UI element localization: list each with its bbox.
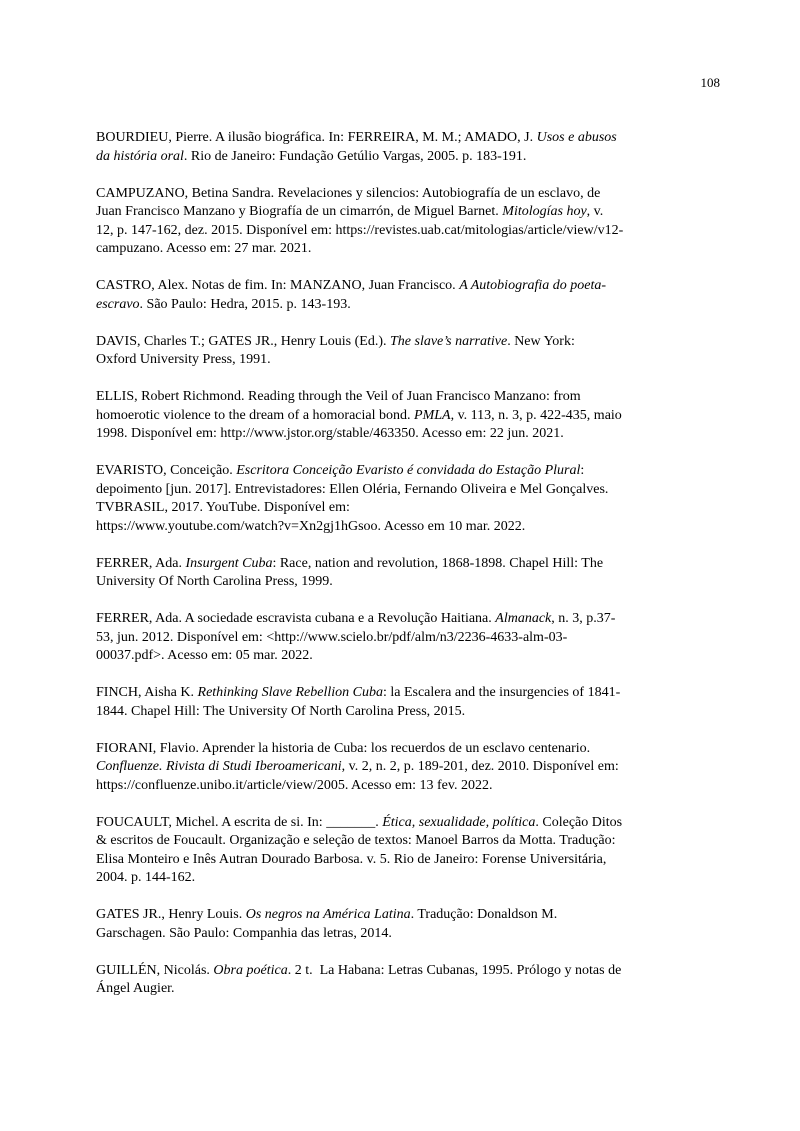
reference-text: depoimento [jun. 2017]. Entrevistadores: Ellen Oléria, Fernando Oliveira e Mel Gonçalves.	[96, 481, 609, 497]
reference-text: . Rio de Janeiro: Fundação Getúlio Vargas, 2005. p. 183-191.	[183, 148, 527, 164]
reference-line	[96, 684, 740, 703]
reference-text: Elisa Monteiro e Inês Autran Dourado Barbosa. v. 5. Rio de Janeiro: Forense Universitária,	[96, 851, 607, 867]
reference-text: 53, jun. 2012. Disponível em: <http://www.scielo.br/pdf/alm/n3/2236-4633-alm-03-	[96, 629, 568, 645]
reference-text: , v.	[586, 204, 604, 219]
page-number: 108	[700, 75, 720, 90]
reference-line	[96, 980, 740, 999]
reference-text: 12, p. 147-162, dez. 2015. Disponível em: https://revistes.uab.cat/mitologias/article/view/v12-	[96, 222, 624, 238]
reference-title-italic: Usos e abusos	[536, 130, 617, 145]
reference-line	[96, 129, 740, 148]
reference-line	[96, 629, 740, 648]
reference-text: GUILLÉN, Nicolás.	[96, 962, 214, 978]
reference-text: ELLIS, Robert Richmond. Reading through the Veil of Juan Francisco Manzano: from	[96, 389, 581, 404]
reference-line	[96, 481, 740, 500]
reference-title-italic: Ética, sexualidade, política	[382, 814, 536, 830]
reference-text: Ángel Augier.	[96, 981, 175, 996]
reference-text: Oxford University Press, 1991.	[96, 352, 271, 367]
reference-line	[96, 425, 740, 444]
reference-line	[96, 962, 740, 981]
reference-text: DAVIS, Charles T.; GATES JR., Henry Louis (Ed.).	[96, 333, 390, 349]
reference-line	[96, 277, 740, 296]
reference-text: : Race, nation and revolution, 1868-1898. Chapel Hill: The	[272, 555, 604, 571]
reference-text: :	[580, 463, 585, 478]
reference-text: , v. 113, n. 3, p. 422-435, maio	[450, 407, 622, 423]
reference-text: 00037.pdf>. Acesso em: 05 mar. 2022.	[96, 648, 313, 663]
reference-line	[96, 333, 740, 352]
reference-title-italic: Mitologías hoy	[502, 204, 587, 219]
reference-title-italic: The slave’s narrative	[390, 333, 508, 349]
reference-line	[96, 499, 740, 518]
reference-text: homoerotic violence to the dream of a homoracial bond.	[96, 407, 415, 423]
reference-line	[96, 351, 740, 370]
reference-line	[96, 518, 740, 537]
reference-title-italic: da história oral	[96, 148, 184, 164]
reference-text: : la Escalera and the insurgencies of 1841-	[382, 685, 621, 700]
reference-title-italic: Obra poética	[213, 962, 288, 978]
reference-text: TVBRASIL, 2017. YouTube. Disponível em:	[96, 500, 350, 515]
reference-title-italic: Almanack	[495, 611, 552, 626]
reference-line	[96, 573, 740, 592]
reference-text: https://www.youtube.com/watch?v=Xn2gj1hGsoo. Acesso em 10 mar. 2022.	[96, 518, 526, 534]
reference-line	[96, 647, 740, 666]
reference-text: 2004. p. 144-162.	[96, 870, 196, 885]
reference-text: Juan Francisco Manzano y Biografía de un cimarrón, de Miguel Barnet.	[96, 204, 503, 219]
reference-line	[96, 222, 740, 241]
reference-line	[96, 777, 740, 796]
reference-line	[96, 758, 740, 777]
reference-entry	[96, 462, 740, 536]
reference-line	[96, 388, 740, 407]
reference-entry	[96, 814, 740, 888]
reference-text: BOURDIEU, Pierre. A ilusão biográfica. In: FERREIRA, M. M.; AMADO, J.	[96, 130, 537, 145]
reference-line	[96, 832, 740, 851]
reference-text: EVARISTO, Conceição.	[96, 463, 237, 478]
reference-text: GATES JR., Henry Louis.	[96, 907, 246, 922]
reference-text: . São Paulo: Hedra, 2015. p. 143-193.	[139, 296, 351, 312]
reference-text: FINCH, Aisha K.	[96, 685, 198, 700]
reference-entry	[96, 906, 740, 943]
reference-entry	[96, 610, 740, 666]
reference-line	[96, 851, 740, 870]
reference-line	[96, 462, 740, 481]
reference-entry	[96, 684, 740, 721]
reference-entry	[96, 277, 740, 314]
reference-title-italic: escravo	[96, 296, 140, 312]
reference-text: University Of North Carolina Press, 1999.	[96, 574, 333, 589]
reference-line	[96, 869, 740, 888]
reference-line	[96, 740, 740, 759]
reference-text: . 2 t. La Habana: Letras Cubanas, 1995. Prólogo y notas de	[287, 962, 622, 978]
reference-line	[96, 203, 740, 222]
reference-text: & escritos de Foucault. Organização e seleção de textos: Manoel Barros da Motta. Tradução:	[96, 833, 616, 848]
reference-title-italic: A Autobiografia do poeta-	[459, 278, 607, 293]
reference-line	[96, 555, 740, 574]
reference-line	[96, 296, 740, 315]
reference-entry	[96, 555, 740, 592]
reference-entry	[96, 388, 740, 444]
reference-line	[96, 610, 740, 629]
reference-text: FERRER, Ada. A sociedade escravista cubana e a Revolução Haitiana.	[96, 611, 496, 626]
reference-entry	[96, 185, 740, 259]
reference-text: , v. 2, n. 2, p. 189-201, dez. 2010. Disponível em:	[341, 759, 619, 774]
reference-text: 1998. Disponível em: http://www.jstor.org/stable/463350. Acesso em: 22 jun. 2021.	[96, 426, 564, 441]
reference-line	[96, 925, 740, 944]
reference-text: FERRER, Ada.	[96, 555, 186, 571]
reference-text: . Tradução: Donaldson M.	[410, 907, 558, 922]
reference-text: FIORANI, Flavio. Aprender la historia de Cuba: los recuerdos de un esclavo centenario.	[96, 740, 591, 756]
reference-line	[96, 703, 740, 722]
reference-line	[96, 240, 740, 259]
reference-entry	[96, 962, 740, 999]
reference-entry	[96, 129, 740, 166]
reference-line	[96, 185, 740, 204]
reference-text: FOUCAULT, Michel. A escrita de si. In: _______.	[96, 814, 383, 830]
reference-line	[96, 906, 740, 925]
reference-text: campuzano. Acesso em: 27 mar. 2021.	[96, 241, 312, 256]
references-list	[96, 129, 740, 1017]
reference-text: Garschagen. São Paulo: Companhia das letras, 2014.	[96, 925, 392, 941]
reference-title-italic: PMLA	[414, 407, 451, 423]
reference-title-italic: Escritora Conceição Evaristo é convidada do Estação Plural	[236, 463, 581, 478]
reference-title-italic: Confluenze. Rivista di Studi Iberoamericani	[96, 759, 342, 774]
reference-text: , n. 3, p.37-	[551, 611, 616, 626]
reference-text: 1844. Chapel Hill: The University Of North Carolina Press, 2015.	[96, 703, 466, 719]
reference-text: CASTRO, Alex. Notas de fim. In: MANZANO, Juan Francisco.	[96, 278, 460, 293]
reference-line	[96, 407, 740, 426]
reference-title-italic: Rethinking Slave Rebellion Cuba	[197, 685, 383, 700]
reference-text: . New York:	[507, 333, 575, 349]
reference-entry	[96, 740, 740, 796]
reference-line	[96, 148, 740, 167]
reference-line	[96, 814, 740, 833]
reference-text: CAMPUZANO, Betina Sandra. Revelaciones y silencios: Autobiografía de un esclavo, de	[96, 185, 601, 201]
reference-entry	[96, 333, 740, 370]
reference-title-italic: Insurgent Cuba	[185, 555, 273, 571]
reference-text: https://confluenze.unibo.it/article/view/2005. Acesso em: 13 fev. 2022.	[96, 777, 493, 793]
reference-title-italic: Os negros na América Latina	[245, 907, 411, 922]
reference-text: . Coleção Ditos	[535, 814, 623, 830]
